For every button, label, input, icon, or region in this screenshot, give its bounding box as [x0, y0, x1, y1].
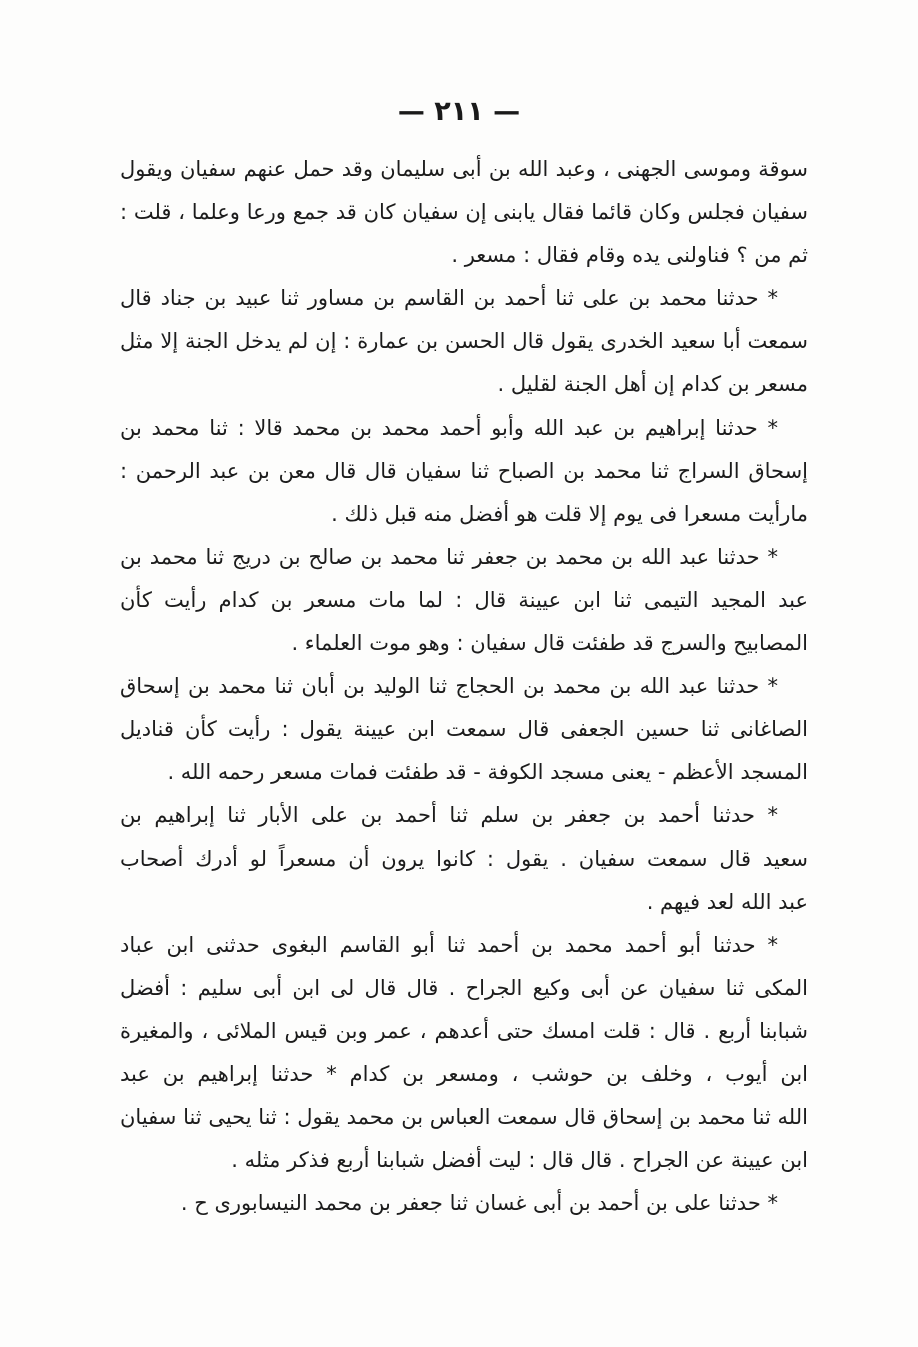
text-line: مارأيت مسعرا فى يوم إلا قلت هو أفضل منه قبل ذلك . — [331, 501, 808, 526]
text-line: سعيد قال سمعت سفيان . يقول : كانوا يرون أن مسعراً لو أدرك أصحاب — [120, 846, 808, 871]
text-line: ثم من ؟ فناولنى يده وقام فقال : مسعر . — [451, 243, 808, 268]
text-line: مسعر بن كدام إن أهل الجنة لقليل . — [497, 372, 808, 397]
text-line: المسجد الأعظم - يعنى مسجد الكوفة - قد طفئت فمات مسعر رحمه الله . — [167, 760, 808, 785]
text-line: ابن عيينة عن الجراح . قال قال : ليت أفضل شبابنا أربع فذكر مثله . — [231, 1148, 808, 1173]
text-line: ابن أيوب ، وخلف بن حوشب ، ومسعر بن كدام * حدثنا إبراهيم بن عبد — [120, 1061, 808, 1086]
text-line: * حدثنا عبد الله بن محمد بن الحجاج ثنا الوليد بن أبان ثنا محمد بن إسحاق — [120, 674, 778, 699]
page-number: — ٢١١ — — [397, 96, 521, 127]
text-line: سفيان فجلس وكان قائما فقال يابنى إن سفيان كان قد جمع ورعا وعلما ، قلت : — [120, 200, 808, 225]
text-line: * حدثنا أحمد بن جعفر بن سلم ثنا أحمد بن على الأبار ثنا إبراهيم بن — [120, 803, 778, 828]
text-line: الله ثنا محمد بن إسحاق قال سمعت العباس بن محمد يقول : ثنا يحيى ثنا سفيان — [120, 1105, 808, 1130]
text-line: * حدثنا محمد بن على ثنا أحمد بن القاسم بن مساور ثنا عبيد بن جناد قال — [120, 286, 778, 311]
text-line: سوقة وموسى الجهنى ، وعبد الله بن أبى سليمان وقد حمل عنهم سفيان ويقول — [120, 157, 808, 181]
text-line: عبد المجيد التيمى ثنا ابن عيينة قال : لما مات مسعر بن كدام رأيت كأن — [120, 587, 808, 612]
text-line: المكى ثنا سفيان عن أبى وكيع الجراح . قال قال لى ابن أبى سليم : أفضل — [120, 975, 808, 1000]
text-line: * حدثنا على بن أحمد بن أبى غسان ثنا جعفر بن محمد النيسابورى ح . — [180, 1191, 778, 1216]
text-line: * حدثنا عبد الله بن محمد بن جعفر ثنا محمد بن صالح بن دريج ثنا محمد بن — [120, 544, 778, 569]
text-line: * حدثنا إبراهيم بن عبد الله وأبو أحمد محمد بن محمد قالا : ثنا محمد بن — [120, 415, 778, 440]
text-line: إسحاق السراج ثنا محمد بن الصباح ثنا سفيان قال قال معن بن عبد الرحمن : — [120, 458, 808, 483]
text-line: الصاغانى ثنا حسين الجعفى قال سمعت ابن عيينة يقول : رأيت كأن قناديل — [120, 717, 808, 742]
text-line: سمعت أبا سعيد الخدرى يقول قال الحسن بن عمارة : إن لم يدخل الجنة إلا مثل — [120, 329, 808, 354]
text-line: * حدثنا أبو أحمد محمد بن أحمد ثنا أبو القاسم البغوى حدثنى ابن عباد — [120, 932, 778, 957]
text-line: عبد الله لعد فيهم . — [646, 889, 808, 914]
page-body — [120, 148, 808, 1225]
text-line: المصابيح والسرج قد طفئت قال سفيان : وهو موت العلماء . — [291, 631, 808, 656]
text-line: شبابنا أربع . قال : قلت امسك حتى أعدهم ، عمر وبن قيس الملائى ، والمغيرة — [120, 1018, 808, 1043]
